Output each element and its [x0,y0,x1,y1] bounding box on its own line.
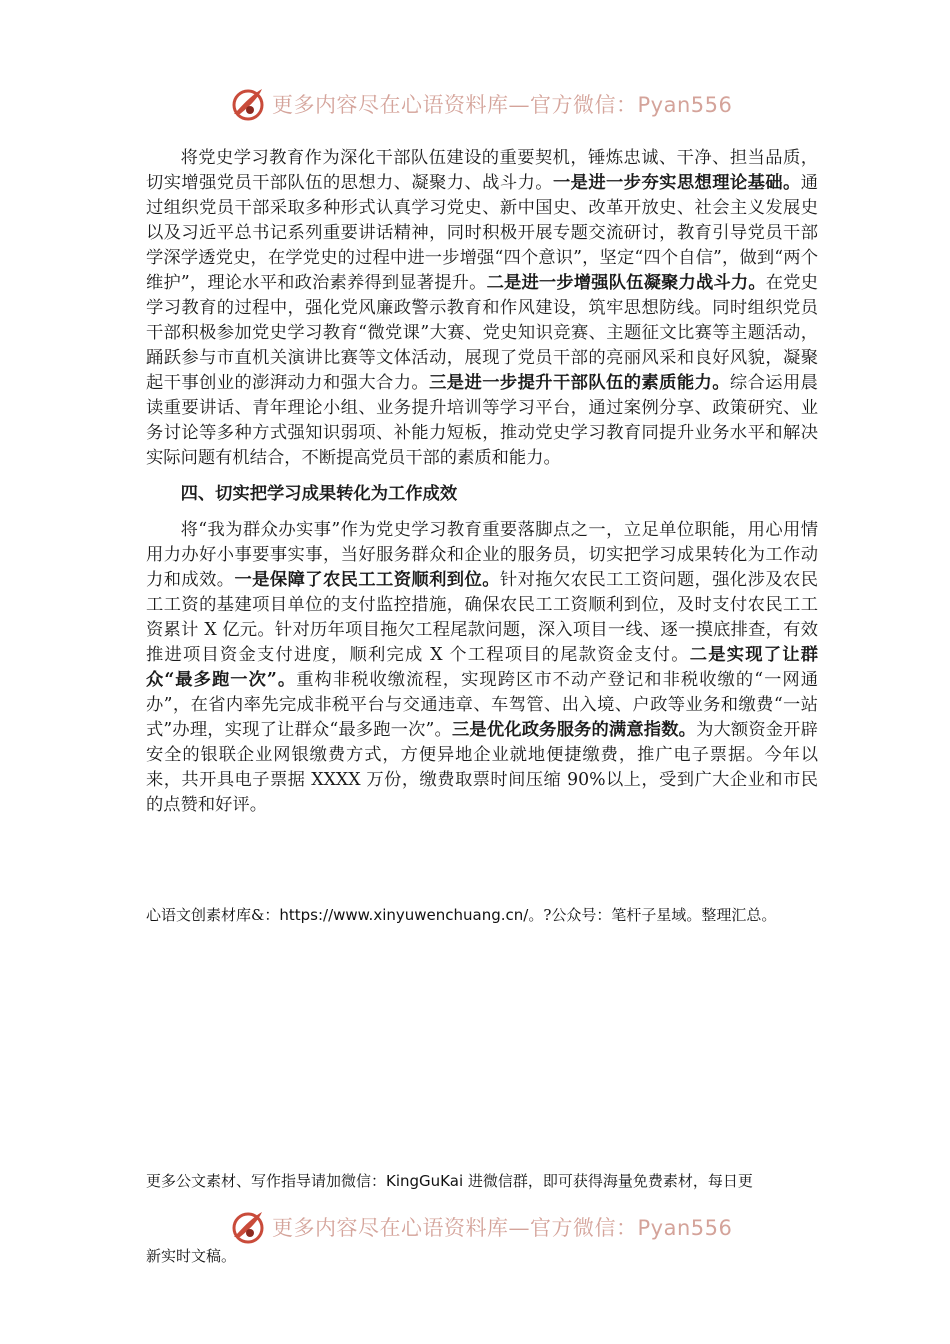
quill-ink-logo-icon [228,1207,268,1247]
source-note: 心语文创素材库&：https://www.xinyuwenchuang.cn/。?公众号：笔杆子星域。整理汇总。 [146,906,777,924]
quill-ink-logo-icon [228,84,268,124]
banner-text: 更多内容尽在心语资料库—官方微信：Pyan556 [272,93,733,117]
paragraph-results-conversion: 将“我为群众办实事”作为党史学习教育重要落脚点之一，立足单位职能，用心用情用力办好小事要事实事，当好服务群众和企业的服务员，切实把学习成果转化为工作动力和成效。一是保障了农民工工资顺利到位。针对拖欠农民工工资问题，强化涉及农民工工资的基建项目单位的支付监控措施，确保农民工工资顺利到位，及时支付农民工工资累计 X 亿元。针对历年项目拖欠工程尾款问题，深入项目一线、逐一摸底排查，有效推进项目资金支付进度，顺利完成 X 个工程项目的尾款资金支付。二是实现了让群众“最多跑一次”。重构非税收缴流程，实现跨区市不动产登记和非税收缴的“一网通办”，在省内率先完成非税平台与交通违章、车驾管、出入境、户政等业务和缴费“一站式”办理，实现了让群众“最多跑一次”。三是优化政务服务的满意指数。为大额资金开辟安全的银联企业网银缴费方式，方便异地企业就地便捷缴费，推广电子票据。今年以来，共开具电子票据 XXXX 万份，缴费取票时间压缩 90%以上，受到广大企业和市民的点赞和好评。 [146,520,818,815]
footer-note-line1: 更多公文素材、写作指导请加微信：KingGuKai 进微信群，即可获得海量免费素材，每日更 [146,1172,753,1190]
source-url-link[interactable]: https://www.xinyuwenchuang.cn/ [279,906,529,924]
header-banner [228,84,748,124]
section-heading-4: 四、切实把学习成果转化为工作成效 [180,484,458,504]
footer-note-line2: 新实时文稿。 [146,1247,237,1265]
footer-banner [228,1207,748,1247]
paragraph-party-history-team: 将党史学习教育作为深化干部队伍建设的重要契机，锤炼忠诚、干净、担当品质，切实增强党员干部队伍的思想力、凝聚力、战斗力。一是进一步夯实思想理论基础。通过组织党员干部采取多种形式认真学习党史、新中国史、改革开放史、社会主义发展史以及习近平总书记系列重要讲话精神，同时积极开展专题交流研讨，教育引导党员干部学深学透党史，在学党史的过程中进一步增强“四个意识”，坚定“四个自信”，做到“两个维护”，理论水平和政治素养得到显著提升。二是进一步增强队伍凝聚力战斗力。在党史学习教育的过程中，强化党风廉政警示教育和作风建设，筑牢思想防线。同时组织党员干部积极参加党史学习教育“微党课”大赛、党史知识竞赛、主题征文比赛等主题活动，踊跃参与市直机关演讲比赛等文体活动，展现了党员干部的亮丽风采和良好风貌，凝聚起干事创业的澎湃动力和强大合力。三是进一步提升干部队伍的素质能力。综合运用晨读重要讲话、青年理论小组、业务提升培训等学习平台，通过案例分享、政策研究、业务讨论等多种方式强知识弱项、补能力短板，推动党史学习教育同提升业务水平和解决实际问题有机结合，不断提高党员干部的素质和能力。 [146,148,818,468]
document-body [146,146,818,818]
banner-text: 更多内容尽在心语资料库—官方微信：Pyan556 [272,1216,733,1240]
